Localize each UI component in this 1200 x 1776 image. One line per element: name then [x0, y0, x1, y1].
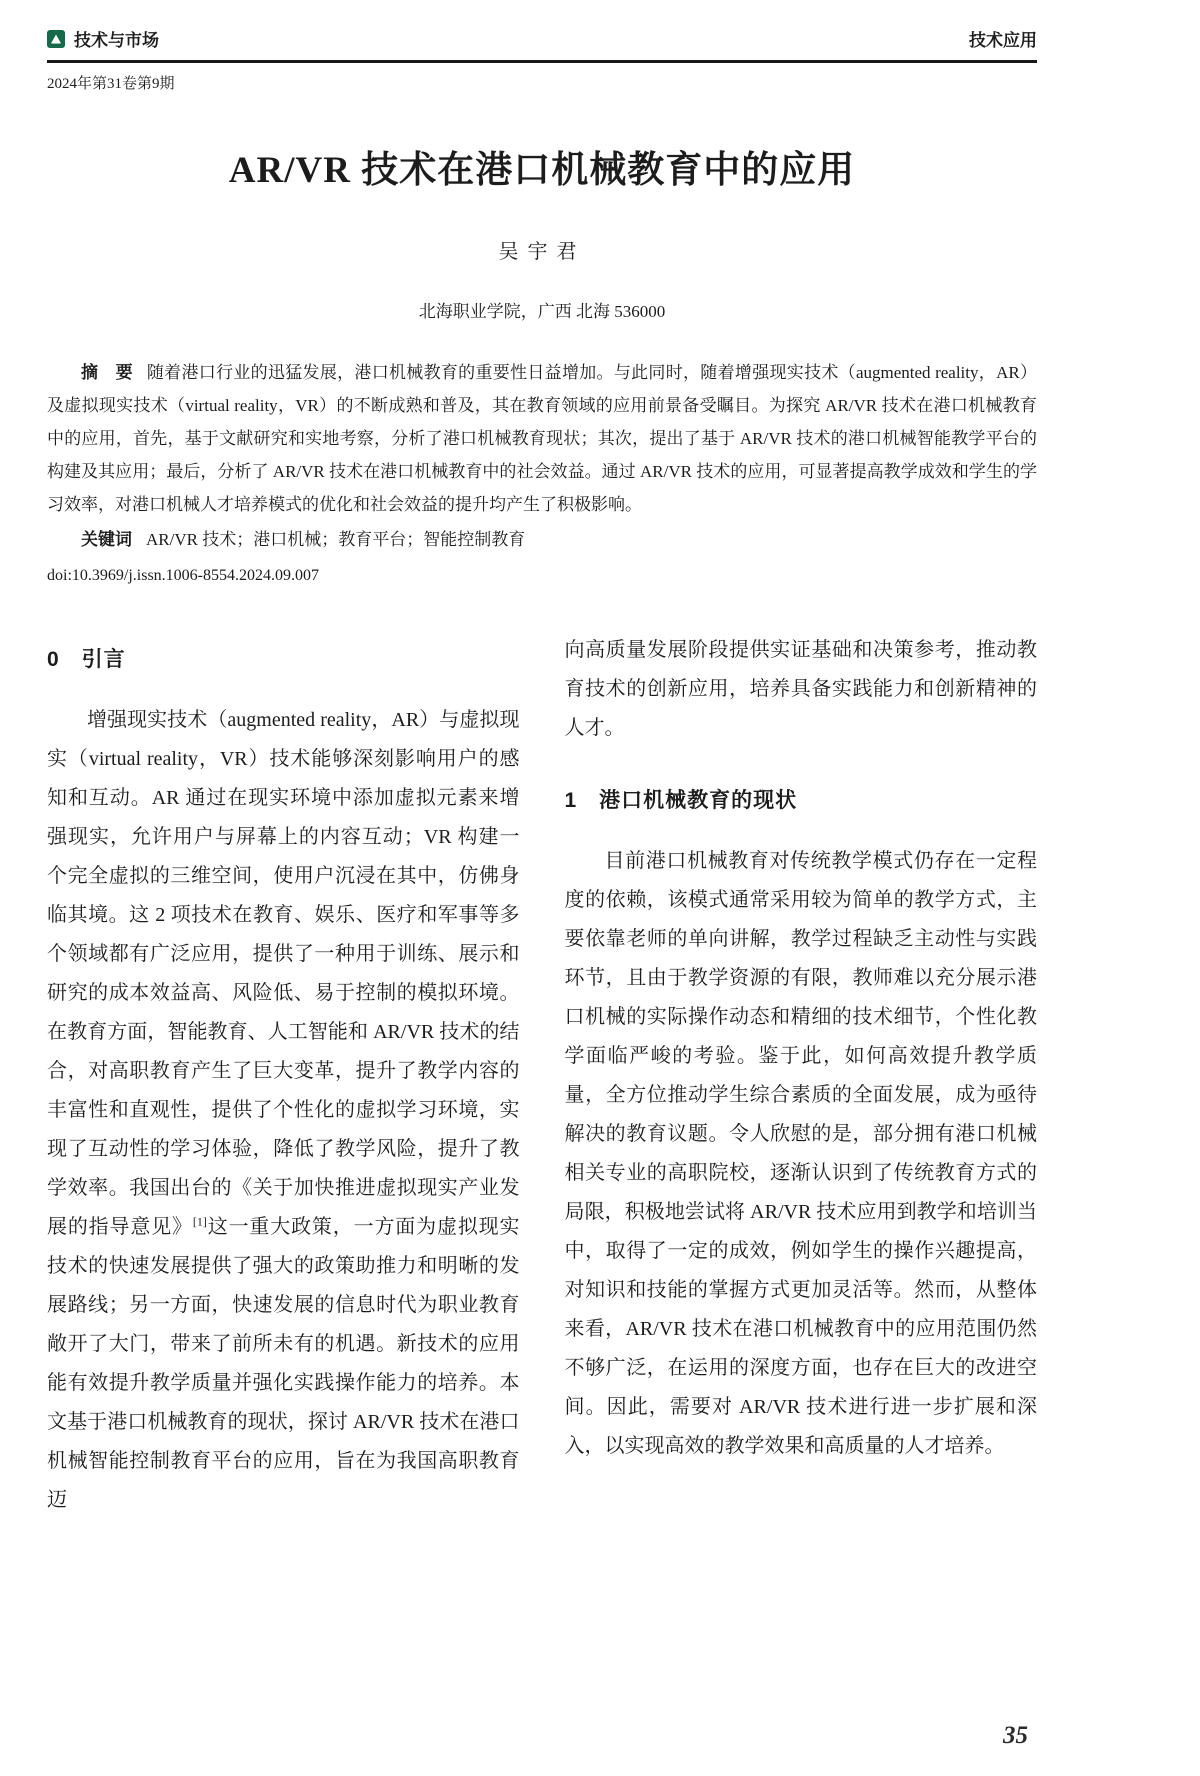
journal-brand: [47, 26, 159, 51]
article-title: AR/VR 技术在港口机械教育中的应用: [228, 150, 856, 191]
article-author: 吴宇君: [498, 241, 586, 263]
keywords-text: AR/VR 技术；港口机械；教育平台；智能控制教育: [146, 530, 526, 549]
section-1-heading: 1 港口机械教育的现状: [564, 789, 798, 812]
section-1-paragraph: 目前港口机械教育对传统教学模式仍存在一定程度的依赖，该模式通常采用较为简单的教学方式，主要依靠老师的单向讲解，教学过程缺乏主动性与实践环节，且由于教学资源的有限，教师难以充分展示港口机械的实际操作动态和精细的技术细节，个性化教学面临严峻的考验。鉴于此，如何高效提升教学质量，全方位推动学生综合素质的全面发展，成为亟待解决的教育议题。令人欣慰的是，部分拥有港口机械相关专业的高职院校，逐渐认识到了传统教育方式的局限，积极地尝试将 AR/VR 技术应用到教学和培训当中，取得了一定的成效，例如学生的操作兴趣提高，对知识和技能的掌握方式更加灵活等。然而，从整体来看，AR/VR 技术在港口机械教育中的应用范围仍然不够广泛，在运用的深度方面，也存在巨大的改进空间。因此，需要对 AR/VR 技术进行进一步扩展和深入，以实现高效的教学效果和高质量的人才培养。: [564, 850, 1037, 1457]
journal-logo-icon: [47, 30, 65, 48]
abstract-label: 摘 要: [81, 363, 133, 382]
keywords-line: [47, 523, 1037, 556]
abstract-paragraph: [47, 356, 1037, 521]
journal-name: 技术与市场: [74, 31, 159, 50]
issue-info: 2024年第31卷第9期: [47, 76, 175, 92]
section-0-heading: 0 引言: [47, 648, 126, 671]
left-column: [47, 631, 520, 1520]
header-row: [47, 26, 1037, 60]
page-number: 35: [1003, 1722, 1028, 1749]
intro-paragraph: [47, 701, 520, 1520]
column-section-label: 技术应用: [969, 31, 1037, 50]
article-body: [47, 631, 1037, 1520]
intro-paragraph-part2: 这一重大政策，一方面为虚拟现实技术的快速发展提供了强大的政策助推力和明晰的发展路线；另一方面，快速发展的信息时代为职业教育敞开了大门，带来了前所未有的机遇。新技术的应用能有效提升教学质量并强化实践操作能力的培养。本文基于港口机械教育的现状，探讨 AR/VR 技术在港口机械智能控制教育平台的应用，旨在为我国高职教育迈: [47, 1216, 520, 1511]
doi-line: doi:10.3969/j.issn.1006-8554.2024.09.007: [47, 567, 320, 584]
intro-paragraph-continued: 向高质量发展阶段提供实证基础和决策参考，推动教育技术的创新应用，培养具备实践能力和创新精神的人才。: [564, 639, 1037, 739]
intro-paragraph-part1: 增强现实技术（augmented reality，AR）与虚拟现实（virtual reality，VR）技术能够深刻影响用户的感知和互动。AR 通过在现实环境中添加虚拟元素来增强现实，允许用户与屏幕上的内容互动；VR 构建一个完全虚拟的三维空间，使用户沉浸在其中，仿佛身临其境。这 2 项技术在教育、娱乐、医疗和军事等多个领域都有广泛应用，提供了一种用于训练、展示和研究的成本效益高、风险低、易于控制的模拟环境。在教育方面，智能教育、人工智能和 AR/VR 技术的结合，对高职教育产生了巨大变革，提升了教学内容的丰富性和直观性，提供了个性化的虚拟学习环境，实现了互动性的学习体验，降低了教学风险，提升了教学效率。我国出台的《关于加快推进虚拟现实产业发展的指导意见》: [47, 709, 520, 1238]
article-affiliation: 北海职业学院，广西 北海 536000: [418, 302, 666, 321]
abstract-text: 随着港口行业的迅猛发展，港口机械教育的重要性日益增加。与此同时，随着增强现实技术（augmented reality，AR）及虚拟现实技术（virtual reality，VR）的不断成熟和普及，其在教育领域的应用前景备受瞩目。为探究 AR/VR 技术在港口机械教育中的应用，首先，基于文献研究和实地考察，分析了港口机械教育现状；其次，提出了基于 AR/VR 技术的港口机械智能教学平台的构建及其应用；最后，分析了 AR/VR 技术在港口机械教育中的社会效益。通过 AR/VR 技术的应用，可显著提高教学成效和学生的学习效率，对港口机械人才培养模式的优化和社会效益的提升均产生了积极影响。: [47, 363, 1038, 514]
keywords-label: 关键词: [81, 530, 132, 549]
citation-ref-1: [1]: [192, 1214, 207, 1229]
right-column: [565, 631, 1038, 1520]
page-header: [47, 26, 1037, 93]
